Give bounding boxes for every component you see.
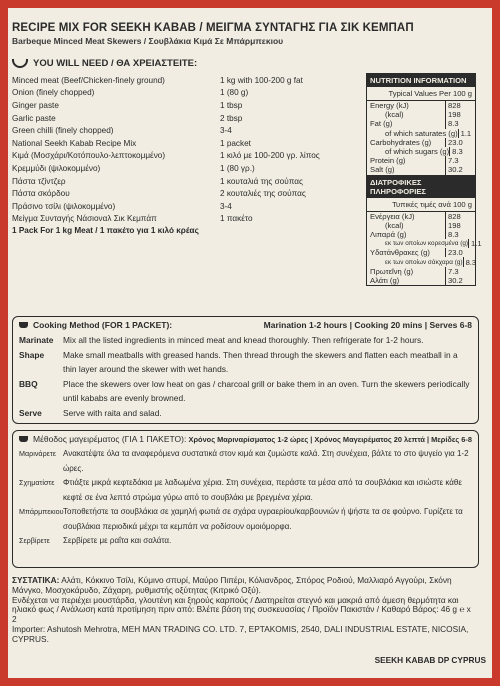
nutrient-value: 8.3 bbox=[463, 257, 477, 266]
list-item bbox=[12, 74, 352, 87]
step-text: Φτιάξτε μικρά κεφτεδάκια με λαδωμένα χέρια. Στη συνέχεια, περάστε τα μέσα από τα σουβλάκια και ισιώστε κάθε κεφτέ σε ένα λεπτό στρώμα γύρω από το σουβλάκι με βρεγμένα χέρια. bbox=[63, 478, 462, 502]
ingredient-qty: 3-4 bbox=[220, 126, 232, 136]
ingredient-name: Μείγμα Συνταγής Νάσιοναλ Σικ Κεμπάπ bbox=[12, 214, 157, 224]
nutrient-value: 23.0 bbox=[445, 248, 472, 257]
nutrient-value: 198 bbox=[445, 221, 472, 230]
nutrition-row bbox=[367, 221, 475, 230]
ingredient-name: Garlic paste bbox=[12, 113, 56, 123]
nutrition-row bbox=[367, 165, 475, 174]
ingredient-qty: 1 κιλό με 100-200 γρ. λίπος bbox=[220, 151, 320, 161]
nutrition-row bbox=[367, 267, 475, 276]
you-will-need-label: YOU WILL NEED / ΘΑ ΧΡΕΙΑΣΤΕΙΤΕ: bbox=[33, 58, 198, 69]
ingredient-qty: 2 tbsp bbox=[220, 113, 243, 123]
step-text: Serve with raita and salad. bbox=[63, 407, 162, 418]
pot-icon bbox=[19, 436, 28, 442]
nutrition-row bbox=[367, 212, 475, 221]
nutrition-row bbox=[367, 230, 475, 239]
step-label: Μαρινάρετε bbox=[19, 449, 56, 458]
nutrient-value: 1.1 bbox=[468, 239, 482, 248]
list-item bbox=[12, 187, 352, 200]
step-label: Serve bbox=[19, 407, 42, 418]
nutrition-subheader: Typical Values Per 100 g bbox=[367, 87, 475, 101]
product-code: SEEKH KABAB DP CYPRUS bbox=[374, 655, 486, 665]
ingredients-text: Αλάτι, Κόκκινο Τσίλι, Κύμινο σπυρί, Μαύρο Πιπέρι, Κόλιανδρος, Σπόρος Ροδιού, Μαλλιαρό Αγγούρι, Σκόνη Μάνγκο, Μοσχοκάρυδο, Ζάχαρη, ρυθμιστής οξύτητας (Κιτρικό Οξύ). bbox=[12, 575, 452, 595]
cooking-method-header bbox=[13, 317, 478, 333]
cooking-method-meta: Marination 1-2 hours | Cooking 20 mins | Serves 6-8 bbox=[263, 320, 472, 330]
nutrient-label: Energy (kJ) bbox=[370, 101, 409, 111]
ingredient-qty: 2 κουταλιές της σούπας bbox=[220, 189, 306, 199]
cooking-method-box-gr bbox=[12, 430, 479, 568]
cooking-method-meta-gr: Χρόνος Μαριναρίσματος 1-2 ώρες | Χρόνος Μαγειρέματος 20 λεπτά | Μερίδες 6-8 bbox=[188, 434, 472, 444]
list-item bbox=[12, 213, 352, 226]
nutrient-value: 8.3 bbox=[445, 119, 472, 128]
list-item bbox=[13, 333, 478, 348]
list-item bbox=[13, 505, 478, 534]
ingredients-label: ΣΥΣΤΑΤΙΚΑ: bbox=[12, 575, 60, 585]
nutrition-row bbox=[367, 101, 475, 110]
nutrition-header-gr: ΔΙΑΤΡΟΦΙΚΕΣ ΠΛΗΡΟΦΟΡΙΕΣ bbox=[367, 175, 475, 198]
ingredient-qty: 1 (80 γρ.) bbox=[220, 163, 255, 173]
ingredient-qty: 1 κουταλιά της σούπας bbox=[220, 176, 303, 186]
pack-note: 1 Pack For 1 kg Meat / 1 πακέτο για 1 κιλό κρέας bbox=[12, 226, 199, 236]
ingredient-name: Πάστα σκόρδου bbox=[12, 189, 70, 199]
list-item bbox=[12, 87, 352, 100]
ingredient-qty: 1 tbsp bbox=[220, 100, 243, 110]
ingredient-list bbox=[12, 74, 352, 235]
ingredient-name: Κιμά (Μοσχάρι/Κοτόπουλο-λεπτοκομμένο) bbox=[12, 151, 166, 161]
list-item bbox=[12, 112, 352, 125]
recipe-title: RECIPE MIX FOR SEEKH KABAB / ΜΕΙΓΜΑ ΣΥΝΤΑΓΗΣ ΓΙΑ ΣΙΚ ΚΕΜΠΑΠ bbox=[12, 22, 414, 34]
step-text: Place the skewers over low heat on gas / charcoal grill or bake them in an oven. Turn the skewers periodically until kababs are evenly browned. bbox=[63, 378, 470, 403]
ingredient-name: Πάστα τζίντζερ bbox=[12, 176, 66, 186]
nutrient-label: Fat (g) bbox=[370, 119, 393, 129]
nutrient-value: 828 bbox=[445, 101, 472, 110]
nutrient-value: 1.1 bbox=[458, 129, 472, 138]
step-text: Τοποθετήστε τα σουβλάκια σε χαμηλή φωτιά σε σχάρα υγραερίου/καρβουνιών ή ψήστε τα σε φούρνο. Γυρίζετε τα σουβλάκια περιοδικά μέχρι τα κεμπάπ να ροδίσουν ομοιόμορφα. bbox=[63, 507, 463, 531]
nutrition-row bbox=[367, 110, 475, 119]
nutrient-value: 23.0 bbox=[445, 138, 472, 147]
list-item bbox=[12, 99, 352, 112]
list-item bbox=[13, 476, 478, 505]
nutrient-label: Αλάτι (g) bbox=[370, 275, 400, 285]
nutrient-label: (kcal) bbox=[385, 220, 404, 230]
list-item bbox=[12, 150, 352, 163]
ingredient-qty: 1 πακέτο bbox=[220, 214, 253, 224]
step-text: Mix all the listed ingredients in minced meat and knead thoroughly. Then refrigerate for 1-2 hours. bbox=[63, 335, 424, 345]
nutrient-label: Υδατάνθρακες (g) bbox=[370, 248, 430, 258]
step-text: Ανακατέψτε όλα τα αναφερόμενα συστατικά στον κιμά και ζυμώστε καλά. Στη συνέχεια, βάλτε το στο ψυγείο για 1-2 ώρες. bbox=[63, 449, 469, 473]
step-text: Σερβίρετε με ραΐτα και σαλάτα. bbox=[63, 536, 172, 545]
ingredient-qty: 3-4 bbox=[220, 201, 232, 211]
list-item bbox=[12, 175, 352, 188]
step-text: Make small meatballs with greased hands. Then thread through the skewers and flatten each meatball in a thin layer around the skewer with wet hands. bbox=[63, 349, 458, 374]
nutrient-label: of which sugars (g) bbox=[385, 147, 450, 157]
ingredient-qty: 1 packet bbox=[220, 138, 251, 148]
nutrition-row bbox=[367, 119, 475, 128]
step-label: BBQ bbox=[19, 378, 38, 389]
nutrient-value: 7.3 bbox=[445, 156, 472, 165]
you-will-need-heading bbox=[12, 58, 197, 69]
footer-info bbox=[12, 576, 477, 645]
bowl-icon bbox=[12, 59, 28, 68]
nutrient-value: 8.3 bbox=[445, 230, 472, 239]
step-label: Marinate bbox=[19, 335, 54, 345]
nutrient-value: 30.2 bbox=[445, 165, 472, 174]
allergen-storage-text: Ενδέχεται να περιέχει μουστάρδα, γλουτένη και ξηρούς καρπούς / Διατηρείται στεγνό και μακριά από άμεση θερμότητα και ηλιακό φως / Ανάλωση κατά προτίμηση πριν από: Βλέπε βάση της συσκευασίας / Προϊόν Πακιστάν / Καθαρό Βάρος: 46 g ℮ x 2 bbox=[12, 594, 471, 625]
list-item bbox=[12, 200, 352, 213]
nutrient-label: (kcal) bbox=[385, 110, 404, 120]
nutrient-label: of which saturates (g) bbox=[385, 128, 458, 138]
recipe-subtitle: Barbeque Minced Meat Skewers / Σουβλάκια Κιμά Σε Μπάρμπεκιου bbox=[12, 36, 284, 46]
list-item bbox=[13, 377, 478, 406]
ingredient-name: Ginger paste bbox=[12, 100, 59, 110]
ingredient-name: Κρεμμύδι (ψιλοκομμένο) bbox=[12, 163, 101, 173]
nutrient-label: Λιπαρά (g) bbox=[370, 229, 407, 239]
nutrient-label: Carbohydrates (g) bbox=[370, 137, 432, 147]
step-label: Shape bbox=[19, 349, 45, 360]
nutrition-row bbox=[367, 239, 482, 249]
nutrient-label: Ενέργεια (kJ) bbox=[370, 211, 415, 221]
nutrition-row bbox=[367, 147, 475, 156]
ingredient-name: Minced meat (Beef/Chicken-finely ground) bbox=[12, 75, 165, 85]
list-item bbox=[13, 348, 478, 377]
nutrition-row bbox=[367, 257, 475, 266]
cooking-method-title-gr: Μέθοδος μαγειρέματος (ΓΙΑ 1 ΠΑΚΕΤΟ): bbox=[33, 434, 187, 444]
nutrition-table bbox=[366, 73, 482, 286]
list-item bbox=[12, 124, 352, 137]
nutrition-row bbox=[367, 129, 475, 138]
ingredient-qty: 1 (80 g) bbox=[220, 88, 249, 98]
nutrition-row bbox=[367, 156, 475, 165]
nutrition-row bbox=[367, 276, 475, 285]
nutrient-label: εκ των οποίων κορεσμένα (g) bbox=[385, 240, 469, 248]
nutrient-value: 8.3 bbox=[449, 147, 472, 156]
nutrient-value: 198 bbox=[445, 110, 472, 119]
step-label: Σχηματίστε bbox=[19, 478, 55, 487]
list-item bbox=[13, 447, 478, 476]
ingredient-name: National Seekh Kabab Recipe Mix bbox=[12, 138, 137, 148]
cooking-method-header-gr bbox=[13, 431, 478, 447]
nutrient-value: 828 bbox=[445, 212, 472, 221]
nutrient-label: Salt (g) bbox=[370, 165, 395, 175]
nutrient-value: 7.3 bbox=[445, 267, 472, 276]
step-label: Σερβίρετε bbox=[19, 536, 50, 545]
cooking-method-title: Cooking Method (FOR 1 PACKET): bbox=[33, 320, 173, 330]
pot-icon bbox=[19, 322, 28, 328]
nutrient-label: Πρωτεΐνη (g) bbox=[370, 266, 414, 276]
nutrition-subheader-gr: Τυπικές τιμές ανά 100 g bbox=[367, 198, 475, 212]
nutrition-row bbox=[367, 138, 475, 147]
nutrient-label: εκ των οποίων σάκχαρα (g) bbox=[385, 258, 463, 266]
nutrient-value: 30.2 bbox=[445, 276, 472, 285]
ingredient-name: Πράσινο τσίλι (ψιλοκομμένο) bbox=[12, 201, 116, 211]
list-item bbox=[13, 534, 478, 549]
ingredient-qty: 1 kg with 100-200 g fat bbox=[220, 75, 303, 85]
nutrition-row bbox=[367, 248, 475, 257]
ingredient-name: Onion (finely chopped) bbox=[12, 88, 95, 98]
nutrient-label: Protein (g) bbox=[370, 156, 406, 166]
nutrition-header: NUTRITION INFORMATION bbox=[367, 74, 475, 87]
step-label: Μπάρμπεκιου bbox=[19, 507, 64, 516]
list-item bbox=[12, 162, 352, 175]
cooking-method-box bbox=[12, 316, 479, 424]
ingredient-name: Green chilli (finely chopped) bbox=[12, 126, 114, 136]
ingredients-statement bbox=[12, 576, 477, 596]
list-item bbox=[13, 406, 478, 421]
list-item bbox=[12, 137, 352, 150]
importer-text: Importer: Ashutosh Mehrotra, MEH MAN TRADING CO. LTD. 7, EPTAKOMIS, 2540, DALI INDUSTRIAL ESTATE, NICOSIA, CYPRUS. bbox=[12, 623, 469, 644]
